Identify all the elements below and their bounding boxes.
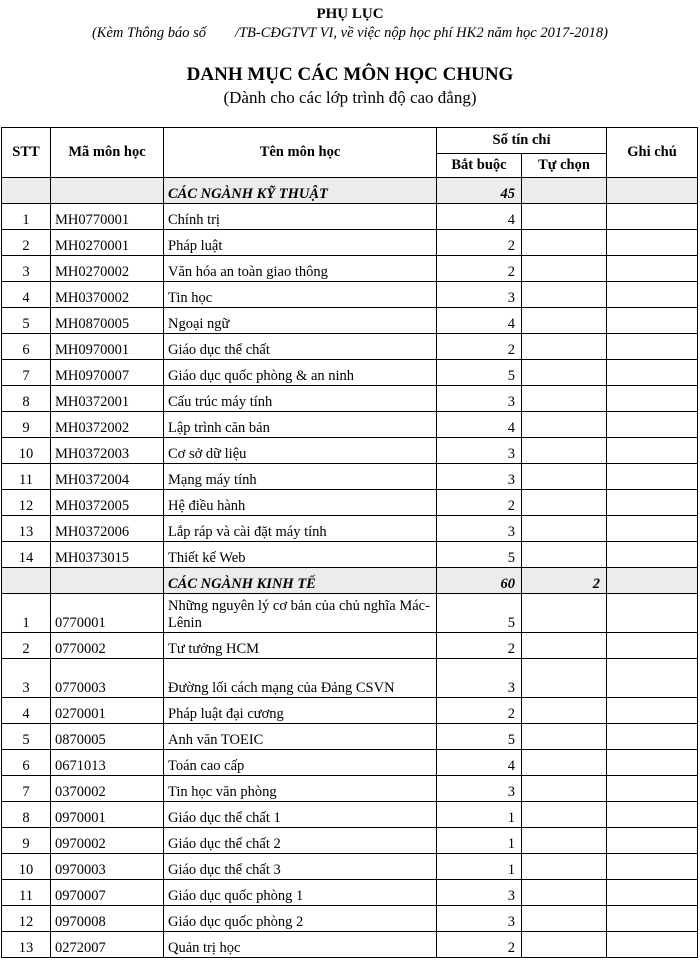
required-credits-cell: 5 (437, 594, 522, 633)
required-credits-cell: 4 (437, 308, 522, 334)
table-row (2, 542, 698, 568)
required-credits-cell: 2 (437, 256, 522, 282)
elective-credits-cell (522, 490, 607, 516)
stt-cell: 7 (2, 360, 51, 386)
stt-cell: 4 (2, 282, 51, 308)
required-credits-cell: 2 (437, 633, 522, 659)
table-row (2, 204, 698, 230)
course-name-cell: Lắp ráp và cài đặt máy tính (164, 516, 437, 542)
stt-cell: 3 (2, 659, 51, 698)
table-body (2, 178, 698, 958)
elective-credits-cell (522, 724, 607, 750)
elective-credits-cell (522, 854, 607, 880)
note-cell (607, 594, 698, 633)
stt-cell: 11 (2, 464, 51, 490)
course-code-cell: MH0372006 (51, 516, 164, 542)
note-cell (607, 828, 698, 854)
table-row (2, 880, 698, 906)
stt-cell: 14 (2, 542, 51, 568)
stt-cell: 9 (2, 828, 51, 854)
elective-credits-cell (522, 698, 607, 724)
table-row (2, 334, 698, 360)
required-credits-cell: 2 (437, 932, 522, 958)
course-code-cell: 0970001 (51, 802, 164, 828)
stt-cell: 8 (2, 386, 51, 412)
required-credits-cell: 5 (437, 360, 522, 386)
course-name-cell: Ngoại ngữ (164, 308, 437, 334)
elective-credits-cell (522, 230, 607, 256)
elective-credits-cell (522, 464, 607, 490)
course-code-cell: MH0970001 (51, 334, 164, 360)
col-header-notes: Ghi chú (607, 128, 698, 178)
stt-cell: 9 (2, 412, 51, 438)
stt-cell: 10 (2, 438, 51, 464)
elective-credits-cell (522, 386, 607, 412)
course-code-cell: MH0372004 (51, 464, 164, 490)
course-code-cell: MH0770001 (51, 204, 164, 230)
col-header-code: Mã môn học (51, 128, 164, 178)
course-code-cell: 0770003 (51, 659, 164, 698)
required-credits-cell: 3 (437, 906, 522, 932)
appendix-title: PHỤ LỤC (316, 6, 384, 22)
course-name-cell: Giáo dục thể chất 3 (164, 854, 437, 880)
table-row (2, 828, 698, 854)
stt-cell: 13 (2, 516, 51, 542)
table-row (2, 412, 698, 438)
note-cell (607, 464, 698, 490)
required-credits-cell: 3 (437, 659, 522, 698)
course-name-cell: Lập trình căn bản (164, 412, 437, 438)
elective-credits-cell (522, 204, 607, 230)
table-row (2, 750, 698, 776)
required-credits-cell: 3 (437, 282, 522, 308)
note-cell (607, 802, 698, 828)
section-title: CÁC NGÀNH KINH TẾ (164, 568, 437, 594)
course-code-cell: 0970008 (51, 906, 164, 932)
course-name-cell: Cơ sở dữ liệu (164, 438, 437, 464)
stt-cell: 8 (2, 802, 51, 828)
required-credits-cell: 4 (437, 204, 522, 230)
elective-credits-cell (522, 776, 607, 802)
stt-cell: 10 (2, 854, 51, 880)
table-row (2, 464, 698, 490)
section-code-cell (51, 568, 164, 594)
elective-credits-cell (522, 750, 607, 776)
course-name-cell: Giáo dục quốc phòng & an ninh (164, 360, 437, 386)
table-row (2, 256, 698, 282)
elective-credits-cell (522, 633, 607, 659)
table-row (2, 633, 698, 659)
note-cell (607, 906, 698, 932)
course-name-cell: Tư tưởng HCM (164, 633, 437, 659)
section-elective-total (522, 178, 607, 204)
course-code-cell: MH0970007 (51, 360, 164, 386)
course-name-cell: Thiết kế Web (164, 542, 437, 568)
note-cell (607, 698, 698, 724)
table-row (2, 438, 698, 464)
course-code-cell: 0370002 (51, 776, 164, 802)
elective-credits-cell (522, 256, 607, 282)
col-header-stt: STT (2, 128, 51, 178)
appendix-subtitle: (Kèm Thông báo số /TB-CĐGTVT VI, về việc nộp học phí HK2 năm học 2017-2018) (91, 25, 609, 41)
course-code-cell: 0270001 (51, 698, 164, 724)
table-header (2, 128, 698, 178)
stt-cell: 5 (2, 308, 51, 334)
elective-credits-cell (522, 516, 607, 542)
required-credits-cell: 2 (437, 334, 522, 360)
course-code-cell: 0970003 (51, 854, 164, 880)
course-code-cell: MH0372003 (51, 438, 164, 464)
course-name-cell: Anh văn TOEIC (164, 724, 437, 750)
section-row (2, 178, 698, 204)
section-note-cell (607, 568, 698, 594)
elective-credits-cell (522, 308, 607, 334)
course-name-cell: Tin học văn phòng (164, 776, 437, 802)
course-code-cell: 0970002 (51, 828, 164, 854)
elective-credits-cell (522, 360, 607, 386)
section-stt-cell (2, 568, 51, 594)
course-code-cell: 0671013 (51, 750, 164, 776)
table-row (2, 282, 698, 308)
course-name-cell: Giáo dục quốc phòng 2 (164, 906, 437, 932)
course-name-cell: Giáo dục thể chất 2 (164, 828, 437, 854)
stt-cell: 12 (2, 490, 51, 516)
note-cell (607, 932, 698, 958)
required-credits-cell: 5 (437, 542, 522, 568)
course-code-cell: MH0270002 (51, 256, 164, 282)
course-table (1, 127, 698, 958)
course-name-cell: Cấu trúc máy tính (164, 386, 437, 412)
section-row (2, 568, 698, 594)
course-code-cell: 0970007 (51, 880, 164, 906)
course-name-cell: Toán cao cấp (164, 750, 437, 776)
table-row (2, 932, 698, 958)
course-code-cell: MH0870005 (51, 308, 164, 334)
table-row (2, 308, 698, 334)
table-row (2, 854, 698, 880)
course-name-cell: Chính trị (164, 204, 437, 230)
table-row (2, 594, 698, 633)
course-code-cell: MH0370002 (51, 282, 164, 308)
table-row (2, 776, 698, 802)
table-row (2, 490, 698, 516)
required-credits-cell: 3 (437, 516, 522, 542)
elective-credits-cell (522, 906, 607, 932)
course-name-cell: Pháp luật (164, 230, 437, 256)
course-code-cell: 0770001 (51, 594, 164, 633)
course-name-cell: Giáo dục thể chất 1 (164, 802, 437, 828)
note-cell (607, 854, 698, 880)
required-credits-cell: 4 (437, 412, 522, 438)
required-credits-cell: 5 (437, 724, 522, 750)
note-cell (607, 659, 698, 698)
elective-credits-cell (522, 542, 607, 568)
stt-cell: 1 (2, 594, 51, 633)
required-credits-cell: 4 (437, 750, 522, 776)
course-name-cell: Mạng máy tính (164, 464, 437, 490)
table-row (2, 386, 698, 412)
note-cell (607, 776, 698, 802)
section-code-cell (51, 178, 164, 204)
section-required-total: 45 (437, 178, 522, 204)
course-name-cell: Tin học (164, 282, 437, 308)
stt-cell: 3 (2, 256, 51, 282)
note-cell (607, 386, 698, 412)
course-code-cell: MH0372005 (51, 490, 164, 516)
note-cell (607, 750, 698, 776)
col-header-elective: Tự chọn (522, 154, 607, 178)
stt-cell: 2 (2, 633, 51, 659)
course-code-cell: MH0372002 (51, 412, 164, 438)
note-cell (607, 633, 698, 659)
course-name-cell: Giáo dục thể chất (164, 334, 437, 360)
required-credits-cell: 3 (437, 464, 522, 490)
elective-credits-cell (522, 412, 607, 438)
stt-cell: 12 (2, 906, 51, 932)
stt-cell: 11 (2, 880, 51, 906)
note-cell (607, 490, 698, 516)
table-row (2, 724, 698, 750)
course-name-cell: Văn hóa an toàn giao thông (164, 256, 437, 282)
note-cell (607, 880, 698, 906)
elective-credits-cell (522, 828, 607, 854)
note-cell (607, 724, 698, 750)
required-credits-cell: 1 (437, 854, 522, 880)
document-title: DANH MỤC CÁC MÔN HỌC CHUNG (186, 64, 514, 85)
note-cell (607, 308, 698, 334)
required-credits-cell: 2 (437, 698, 522, 724)
note-cell (607, 412, 698, 438)
stt-cell: 7 (2, 776, 51, 802)
stt-cell: 6 (2, 750, 51, 776)
stt-cell: 2 (2, 230, 51, 256)
note-cell (607, 516, 698, 542)
course-code-cell: MH0373015 (51, 542, 164, 568)
stt-cell: 1 (2, 204, 51, 230)
note-cell (607, 256, 698, 282)
note-cell (607, 230, 698, 256)
course-name-cell: Những nguyên lý cơ bản của chủ nghĩa Mác-Lênin (164, 594, 437, 633)
course-code-cell: 0770002 (51, 633, 164, 659)
elective-credits-cell (522, 282, 607, 308)
course-code-cell: 0272007 (51, 932, 164, 958)
course-code-cell: MH0372001 (51, 386, 164, 412)
table-row (2, 659, 698, 698)
table-row (2, 802, 698, 828)
course-name-cell: Quản trị học (164, 932, 437, 958)
elective-credits-cell (522, 880, 607, 906)
elective-credits-cell (522, 932, 607, 958)
required-credits-cell: 3 (437, 776, 522, 802)
required-credits-cell: 3 (437, 386, 522, 412)
elective-credits-cell (522, 438, 607, 464)
elective-credits-cell (522, 334, 607, 360)
note-cell (607, 542, 698, 568)
col-header-name: Tên môn học (164, 128, 437, 178)
col-header-credits: Số tín chỉ (437, 128, 607, 154)
course-code-cell: 0870005 (51, 724, 164, 750)
course-name-cell: Hệ điều hành (164, 490, 437, 516)
course-name-cell: Pháp luật đại cương (164, 698, 437, 724)
course-name-cell: Giáo dục quốc phòng 1 (164, 880, 437, 906)
elective-credits-cell (522, 659, 607, 698)
table-row (2, 230, 698, 256)
elective-credits-cell (522, 802, 607, 828)
required-credits-cell: 1 (437, 802, 522, 828)
table-row (2, 516, 698, 542)
elective-credits-cell (522, 594, 607, 633)
col-header-required: Bắt buộc (437, 154, 522, 178)
note-cell (607, 438, 698, 464)
section-title: CÁC NGÀNH KỸ THUẬT (164, 178, 437, 204)
table-row (2, 698, 698, 724)
course-name-cell: Đường lối cách mạng của Đảng CSVN (164, 659, 437, 698)
section-required-total: 60 (437, 568, 522, 594)
table-row (2, 360, 698, 386)
table-row (2, 906, 698, 932)
note-cell (607, 334, 698, 360)
stt-cell: 6 (2, 334, 51, 360)
note-cell (607, 360, 698, 386)
document-subtitle: (Dành cho các lớp trình độ cao đẳng) (223, 88, 477, 107)
section-elective-total: 2 (522, 568, 607, 594)
note-cell (607, 282, 698, 308)
section-stt-cell (2, 178, 51, 204)
required-credits-cell: 3 (437, 438, 522, 464)
course-code-cell: MH0270001 (51, 230, 164, 256)
required-credits-cell: 2 (437, 230, 522, 256)
stt-cell: 13 (2, 932, 51, 958)
stt-cell: 5 (2, 724, 51, 750)
required-credits-cell: 2 (437, 490, 522, 516)
note-cell (607, 204, 698, 230)
section-note-cell (607, 178, 698, 204)
required-credits-cell: 1 (437, 828, 522, 854)
stt-cell: 4 (2, 698, 51, 724)
required-credits-cell: 3 (437, 880, 522, 906)
